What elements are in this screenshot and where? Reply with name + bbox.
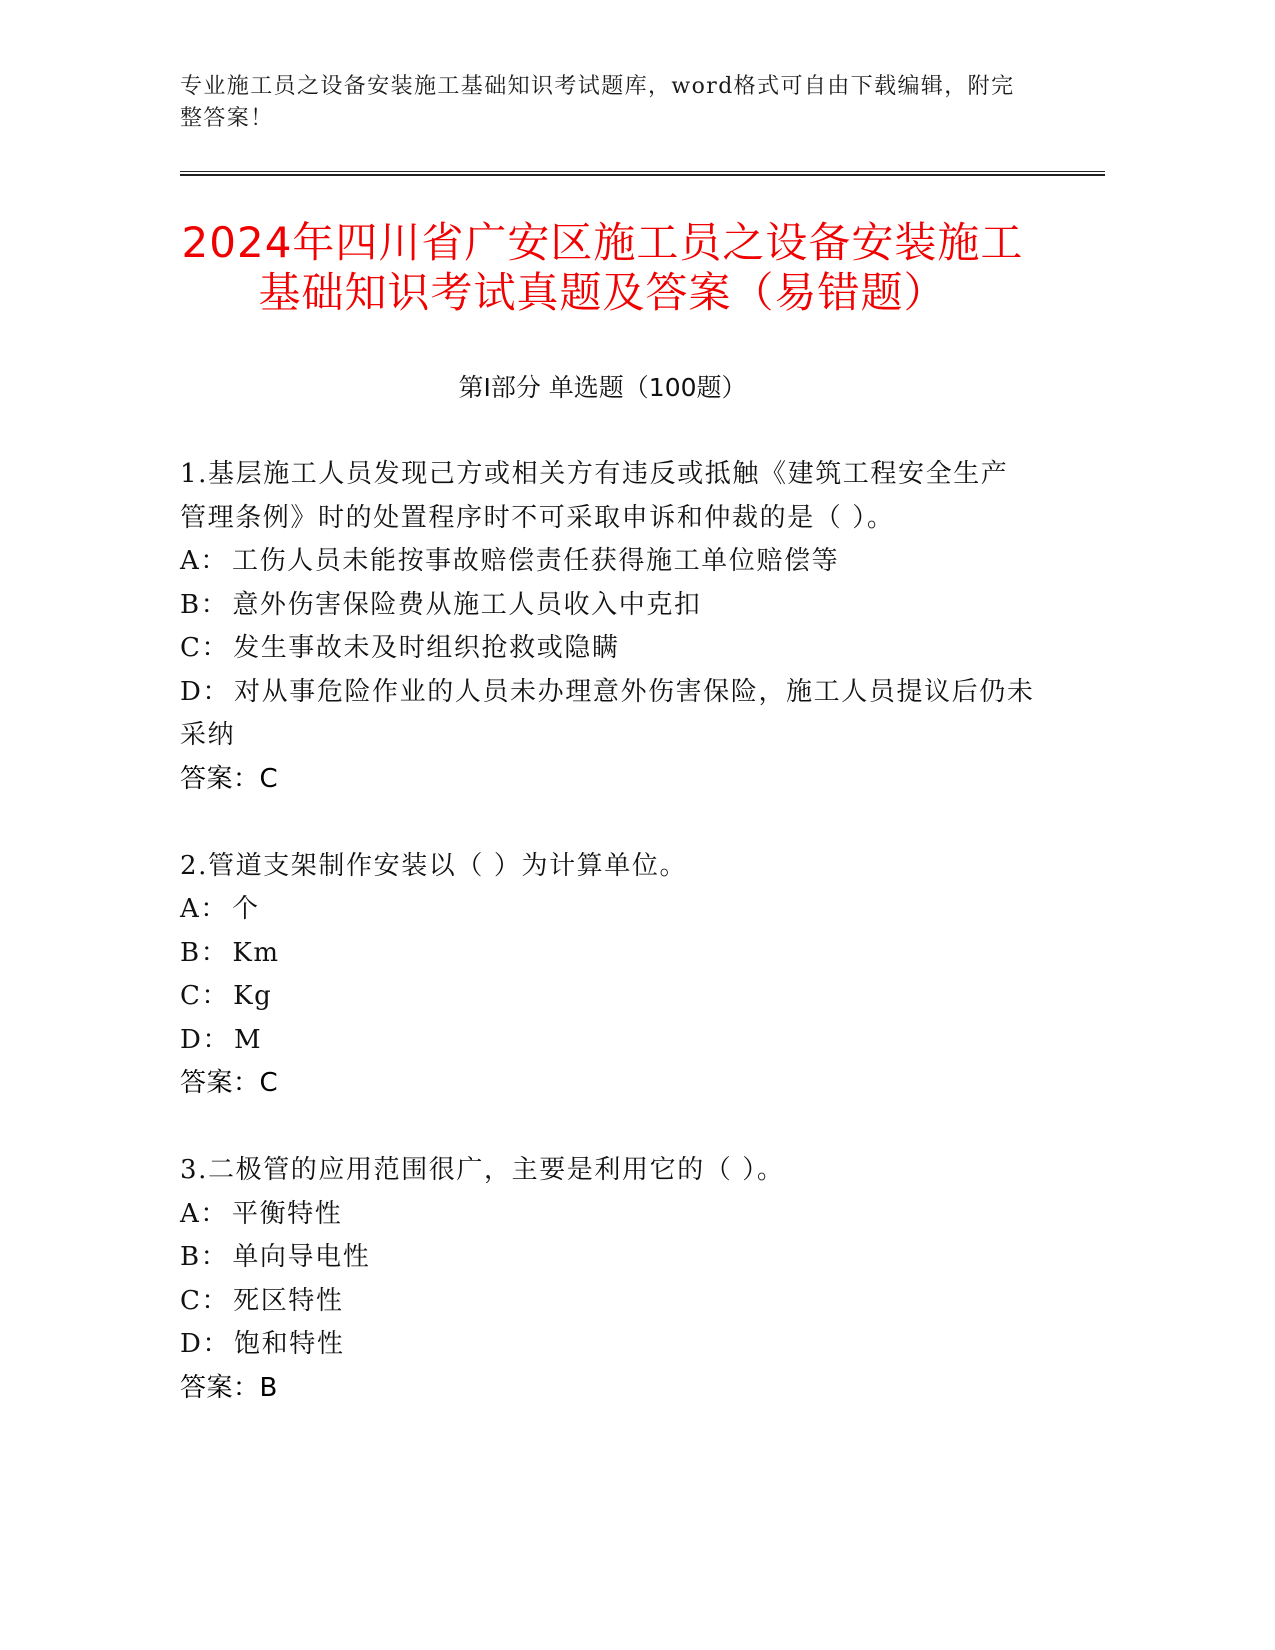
option-label: B： (180, 1242, 229, 1272)
option-label: C： (180, 633, 230, 663)
option-text: 个 (231, 894, 260, 924)
option-d (180, 1019, 1080, 1063)
option-label: D： (180, 676, 231, 707)
option-label: A： (180, 546, 228, 576)
option-a (180, 540, 1080, 584)
option-text: 饱和特性 (234, 1329, 345, 1359)
option-label: A： (180, 894, 228, 924)
option-label: D： (180, 1024, 231, 1055)
double-rule-divider (180, 171, 1105, 176)
option-text: 发生事故未及时组织抢救或隐瞒 (233, 633, 620, 663)
answer-value: C (259, 1068, 279, 1098)
option-label: A： (180, 1198, 228, 1229)
question-2 (180, 845, 1080, 1106)
option-text: Km (232, 937, 280, 968)
header-line: 专业施工员之设备安装施工基础知识考试题库，word格式可自由下载编辑，附完 (180, 74, 1015, 99)
option-text: 意外伤害保险费从施工人员收入中克扣 (232, 589, 702, 620)
option-c (180, 1280, 1080, 1324)
answer-label: 答案： (180, 763, 260, 794)
answer-value: B (259, 1372, 278, 1403)
document-title (180, 218, 1025, 318)
option-d-continuation: 采纳 (180, 720, 236, 750)
option-text: M (234, 1024, 263, 1055)
option-label: C： (180, 1285, 230, 1316)
option-text: 死区特性 (233, 1285, 344, 1316)
answer-label: 答案： (180, 1068, 260, 1098)
header-note (180, 71, 1014, 135)
question-stem-line: 3.二极管的应用范围很广，主要是利用它的（ ）。 (180, 1155, 785, 1185)
question-list (180, 453, 1080, 1454)
option-a (180, 1193, 1080, 1237)
answer-line (180, 1367, 1080, 1411)
answer-line (180, 1062, 1080, 1106)
option-b (180, 1236, 1080, 1280)
option-a (180, 888, 1080, 932)
option-b (180, 932, 1080, 976)
option-label: B： (180, 937, 229, 968)
title-line: 基础知识考试真题及答案（易错题） (258, 268, 947, 317)
option-c (180, 975, 1080, 1019)
option-d (180, 671, 1080, 715)
option-text: 平衡特性 (231, 1198, 343, 1229)
question-stem-line: 2.管道支架制作安装以（ ）为计算单位。 (180, 850, 688, 881)
option-text: Kg (233, 981, 273, 1011)
header-line: 整答案！ (180, 106, 274, 131)
answer-line (180, 758, 1080, 802)
option-label: C： (180, 981, 230, 1011)
question-3 (180, 1149, 1080, 1410)
question-stem-line: 管理条例》时的处置程序时不可采取申诉和仲裁的是（ ）。 (180, 502, 895, 533)
option-text: 工伤人员未能按事故赔偿责任获得施工单位赔偿等 (231, 546, 840, 576)
question-stem-line: 1.基层施工人员发现己方或相关方有违反或抵触《建筑工程安全生产 (180, 459, 1009, 489)
option-b (180, 584, 1080, 628)
option-text: 单向导电性 (232, 1242, 371, 1272)
title-line: 2024年四川省广安区施工员之设备安装施工 (181, 218, 1024, 267)
option-d (180, 1323, 1080, 1367)
option-text: 对从事危险作业的人员未办理意外伤害保险，施工人员提议后仍未 (234, 676, 1035, 707)
option-label: D： (180, 1329, 231, 1359)
section-heading: 第Ⅰ部分 单选题（100题） (458, 373, 747, 402)
answer-value: C (259, 763, 279, 794)
option-c (180, 627, 1080, 671)
option-label: B： (180, 589, 229, 620)
question-1 (180, 453, 1080, 801)
answer-label: 答案： (180, 1372, 260, 1403)
